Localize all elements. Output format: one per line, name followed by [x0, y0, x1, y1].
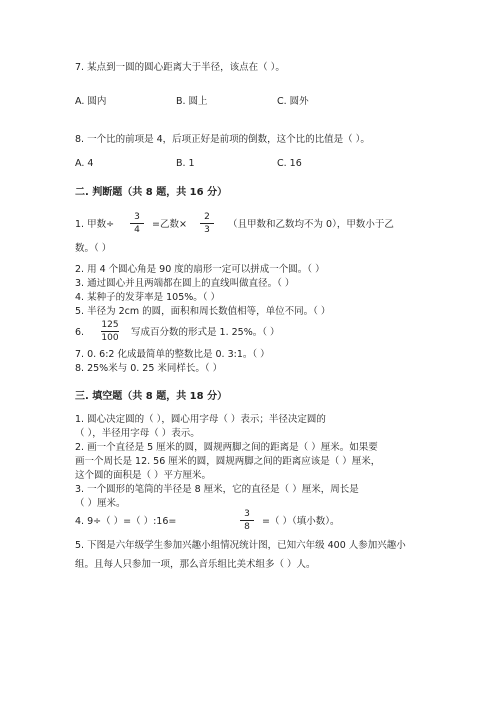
s2-q4: 4. 某种子的发芽率是 105%。（ ） [75, 292, 221, 303]
q8-option-b: B. 1 [176, 158, 195, 169]
q8-option-c: C. 16 [277, 158, 302, 169]
s3-q2-line2: 画一个周长是 12. 56 厘米的圆，圆规两脚之间的距离应该是（ ）厘米， [75, 456, 381, 467]
s2-q5: 5. 半径为 2cm 的圆，面积和周长数值相等，单位不同。（ ） [75, 306, 331, 317]
fraction-bar [200, 223, 214, 224]
s2-q1-part1: 1. 甲数÷ [75, 219, 115, 230]
s3-q4-fraction [240, 509, 254, 532]
s2-q6-part2: 写成百分数的形式是 1. 25%。（ ） [131, 327, 280, 338]
fraction-numerator: 3 [244, 509, 250, 519]
fraction-denominator: 8 [244, 522, 250, 532]
s3-q4-part2: =（ ）（填小数）。 [262, 516, 340, 527]
s3-q3-line2: （ ）厘米。 [75, 498, 126, 509]
q8-stem: 8. 一个比的前项是 4，后项正好是前项的倒数，这个比的比值是（ ）。 [75, 134, 370, 145]
fraction-numerator: 2 [204, 212, 210, 222]
s2-q1-fraction-2 [200, 212, 214, 235]
s2-q1-part4: 数。（ ） [75, 243, 112, 254]
fraction-bar [240, 520, 254, 521]
s3-q5-line1: 5. 下图是六年级学生参加兴趣小组情况统计图，已知六年级 400 人参加兴趣小 [75, 540, 406, 551]
fraction-denominator: 100 [101, 333, 119, 343]
s3-q5-line2: 组。且每人只参加一项，那么音乐组比美术组多（ ）人。 [75, 559, 316, 570]
s2-q1-part2: =乙数× [152, 219, 187, 230]
fraction-denominator: 4 [134, 225, 140, 235]
section-title-fill-in: 三. 填空题（共 8 题，共 18 分） [75, 391, 228, 402]
s2-q6-part1: 6. [75, 327, 85, 338]
s3-q2-line1: 2. 画一个直径是 5 厘米的圆，圆规两脚之间的距离是（ ）厘米。如果要 [75, 442, 378, 453]
s2-q6-fraction [101, 320, 119, 343]
q7-option-a: A. 圆内 [75, 96, 107, 107]
s2-q1-part3: （且甲数和乙数均不为 0），甲数小于乙 [228, 219, 394, 230]
s3-q1-line1: 1. 圆心决定圆的（ ），圆心用字母（ ）表示；半径决定圆的 [75, 414, 326, 425]
fraction-denominator: 3 [204, 225, 210, 235]
s2-q8: 8. 25%米与 0. 25 米同样长。（ ） [75, 363, 223, 374]
fraction-bar [130, 223, 144, 224]
s2-q2: 2. 用 4 个圆心角是 90 度的扇形一定可以拼成一个圆。（ ） [75, 264, 325, 275]
fraction-bar [101, 331, 119, 332]
s3-q4-part1: 4. 9÷（ ）=（ ）:16= [75, 516, 177, 527]
q7-option-b: B. 圆上 [176, 96, 208, 107]
s3-q2-line3: 这个圆的面积是（ ）平方厘米。 [75, 470, 212, 481]
s2-q3: 3. 通过圆心并且两端都在圆上的直线叫做直径。（ ） [75, 278, 295, 289]
q7-stem: 7. 某点到一圆的圆心距离大于半径，该点在（ ）。 [75, 62, 285, 73]
s3-q1-line2: （ ），半径用字母（ ）表示。 [75, 428, 200, 439]
s3-q3-line1: 3. 一个圆形的笔筒的半径是 8 厘米，它的直径是（ ）厘米，周长是 [75, 484, 359, 495]
section-title-judgement: 二. 判断题（共 8 题，共 16 分） [75, 187, 228, 198]
q8-option-a: A. 4 [75, 158, 94, 169]
fraction-numerator: 125 [101, 320, 119, 330]
s2-q7: 7. 0. 6:2 化成最简单的整数比是 0. 3:1。（ ） [75, 349, 270, 360]
fraction-numerator: 3 [134, 212, 140, 222]
s2-q1-fraction-1 [130, 212, 144, 235]
q7-option-c: C. 圆外 [277, 96, 309, 107]
